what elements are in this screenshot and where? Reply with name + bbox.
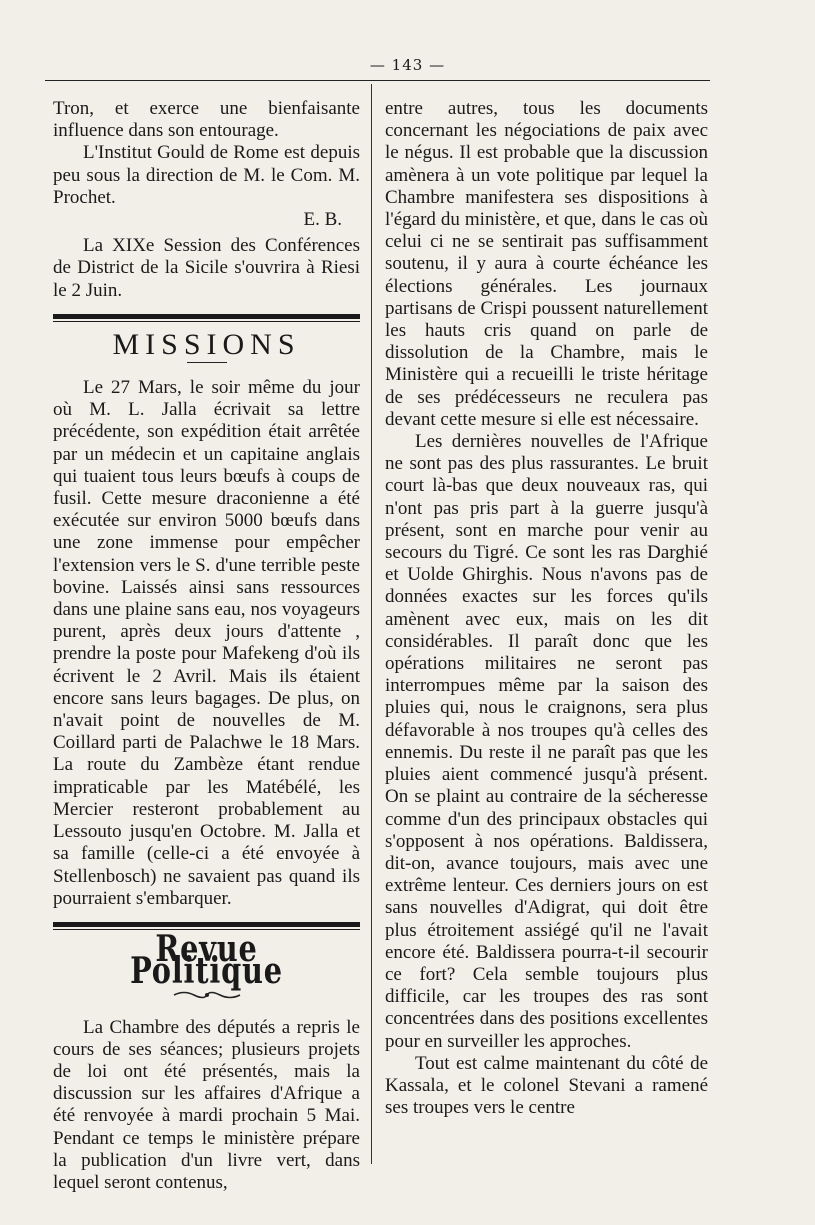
- revue-politique-heading: Revue Politique: [130, 927, 283, 993]
- intro-paragraph-1: Tron, et exerce une bienfaisante influence dans son entourage.: [53, 98, 360, 142]
- right-paragraph-2: Les dernières nouvelles de l'Afrique ne sont pas des plus rassurantes. Le bruit court là-bas que deux nouveaux ras, qui n'ont pas pris part à la guerre jusqu'à présent, sont en marche pour venir au secours du Tigré. Ce sont les ras Darghié et Uolde Ghirghis. Nous n'avons pas de données exactes sur les forces qu'ils amènent avec eux, mais on les dit considérables. Il paraît donc que les opérations militaires ne seront pas interrompues même par la saison des pluies qui, nous le craignons, sera plus défavorable à nos troupes qu'à celles des ennemis. Du reste il ne paraît pas que les pluies aient commencé jusqu'à présent. On se plaint au contraire de la sécheresse comme d'un des principaux obstacles qui s'opposent à nos opérations. Baldissera, dit-on, avance toujours, mais avec une extrême lenteur. Ces derniers jours on est sans nouvelles d'Adigrat, qui doit être plus étroitement assiégé qu'il ne l'avait encore été. Baldissera pourra-t-il secourir ce fort? Cela semble toujours plus difficile, car les troupes des ras sont concentrées dans des positions excellentes pour en surveiller les approches.: [385, 431, 708, 1052]
- right-paragraph-3: Tout est calme maintenant du côté de Kassala, et le colonel Stevani a ramené ses troupes vers le centre: [385, 1052, 708, 1119]
- section-separator: [53, 314, 360, 322]
- missions-heading-rule: [187, 362, 227, 363]
- right-column: [385, 98, 708, 1119]
- page-number: — 143 —: [369, 56, 446, 74]
- signature: E. B.: [303, 209, 342, 231]
- missions-paragraph: Le 27 Mars, le soir même du jour où M. L. Jalla écrivait sa lettre précédente, son expédition était arrêtée par un médecin et un capitaine anglais qui tuaient tous leurs bœufs à coups de fusil. Cette mesure draconienne a été exécutée sur environ 5000 bœufs dans une zone immense pour empêcher l'extension vers le S. d'une terrible peste bovine. Laissés ainsi sans ressources dans une plaine sans eau, nos voyageurs purent, après deux jours d'attente , prendre la poste pour Mafekeng d'où ils écrivent le 2 Avril. Mais ils étaient encore sans leurs bagages. De plus, on n'avait point de nouvelles de M. Coillard parti de Palachwe le 18 Mars. La route du Zambèze étant rendue impraticable par les Matébélé, les Mercier resteront probablement au Lessouto jusqu'en Octobre. M. Jalla et sa famille (celle-ci a été envoyée à Stellenbosch) ne savaient pas quand ils pourraient s'embarquer.: [53, 377, 360, 909]
- intro-paragraph-2: L'Institut Gould de Rome est depuis peu sous la direction de M. le Com. M. Prochet.: [53, 142, 360, 208]
- session-notice: La XIXe Session des Conférences de District de la Sicile s'ouvrira à Riesi le 2 Juin.: [53, 235, 360, 301]
- header-rule: [45, 80, 710, 81]
- left-column: [53, 98, 360, 1194]
- right-paragraph-1: entre autres, tous les documents concernant les négociations de paix avec le négus. Il est probable que la discussion amènera à un vote politique par lequel la Chambre manifestera ses dispositions à l'égard du ministère, et que, dans le cas où celui ci ne se sentirait pas suffisamment soutenu, il y aura à courte échéance les élections générales. Les journaux partisans de Crispi poussent naturellement les hauts cris quand on parle de dissolution de la Chambre, mais le Ministère qui a recueilli le triste héritage de ses prédécesseurs ne reculera pas devant cette mesure si elle est nécessaire.: [385, 98, 708, 430]
- missions-heading: MISSIONS: [112, 327, 301, 361]
- revue-paragraph: La Chambre des députés a repris le cours de ses séances; plusieurs projets de loi ont été présentés, mais la discussion sur les affaires d'Afrique a été renvoyée à mardi prochain 5 Mai. Pendant ce temps le ministère prépare la publication d'un livre vert, dans lequel seront contenus,: [53, 1016, 360, 1193]
- column-divider: [371, 84, 372, 1164]
